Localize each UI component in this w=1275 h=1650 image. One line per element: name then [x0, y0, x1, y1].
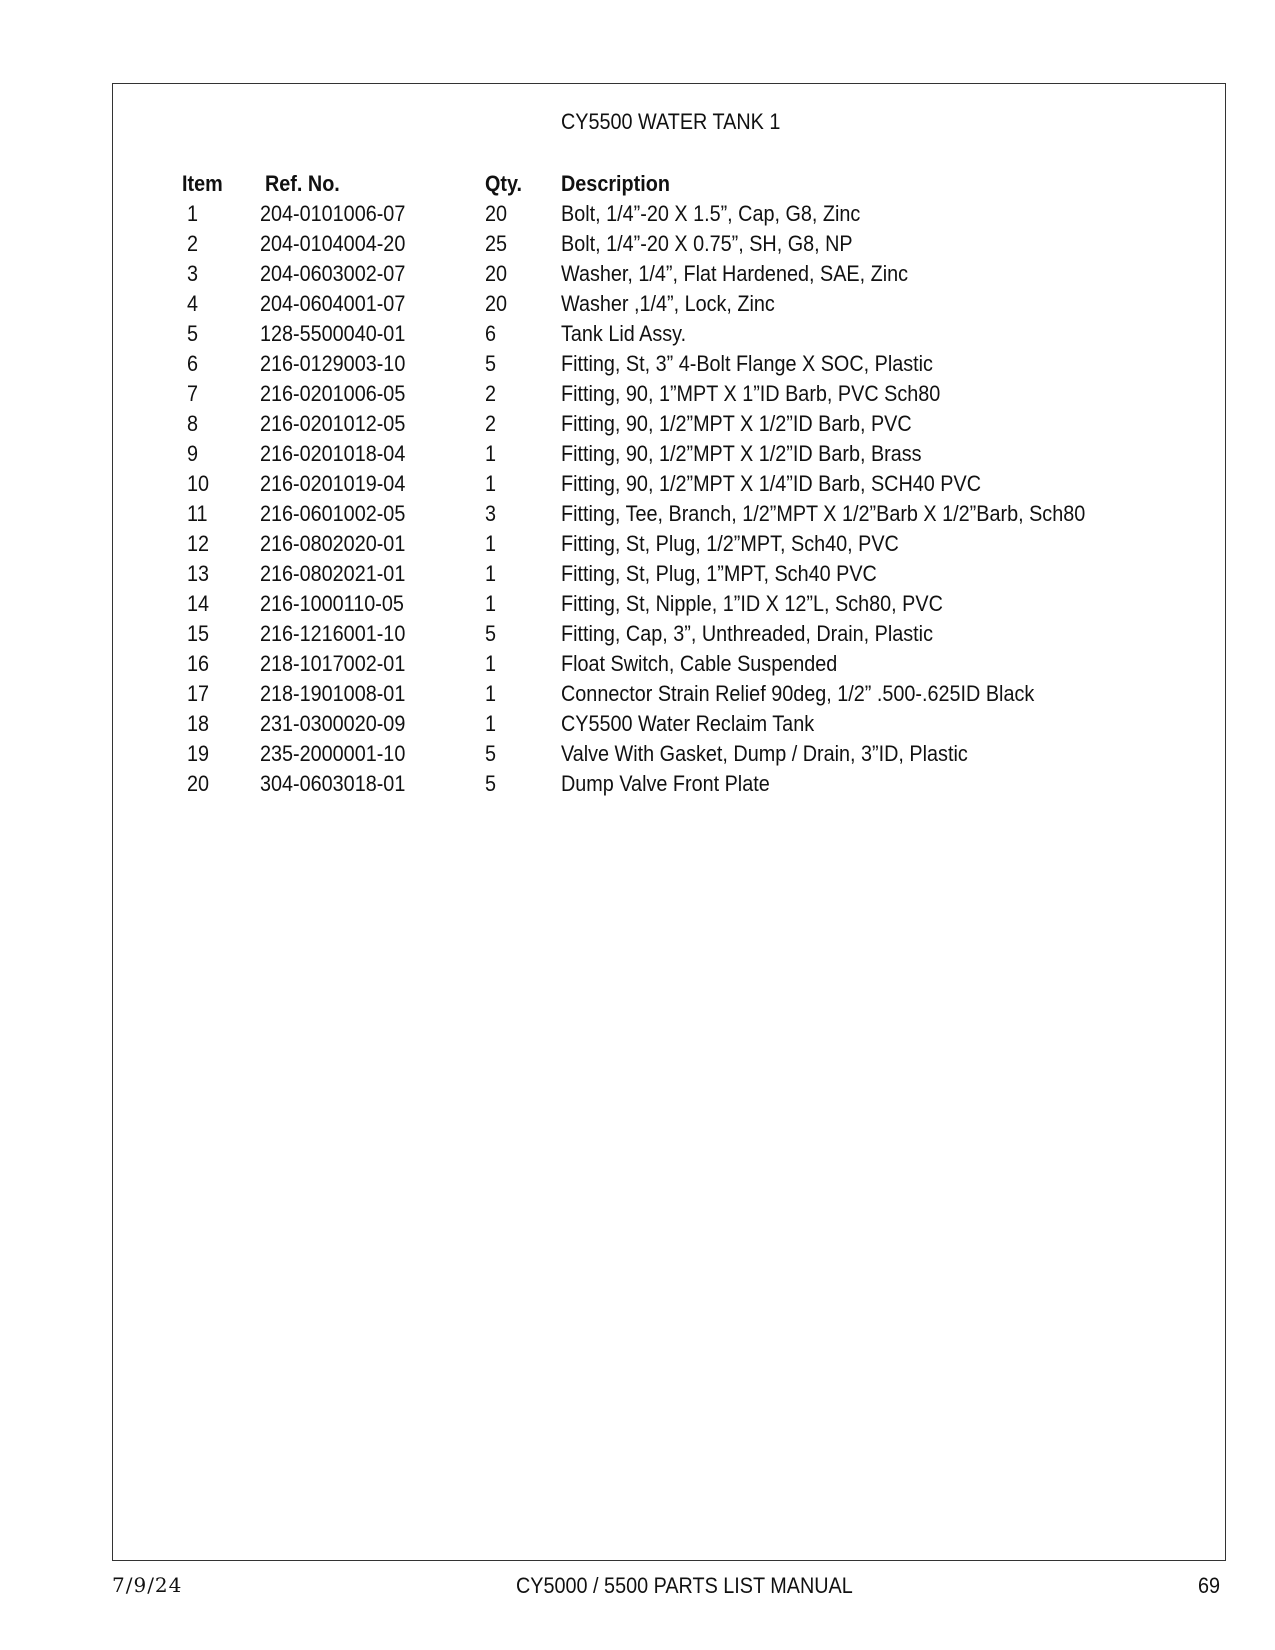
cell-ref-no: 216-0201012-05	[260, 411, 406, 436]
cell-qty: 6	[485, 321, 497, 346]
cell-description: Washer, 1/4”, Flat Hardened, SAE, Zinc	[561, 261, 909, 286]
cell-ref-no: 304-0603018-01	[260, 771, 406, 796]
cell-qty: 20	[485, 291, 508, 316]
cell-item: 13	[187, 561, 210, 586]
cell-item: 20	[187, 771, 210, 796]
cell-description: Dump Valve Front Plate	[561, 771, 770, 796]
cell-description: CY5500 Water Reclaim Tank	[561, 711, 815, 736]
cell-qty: 1	[485, 591, 497, 616]
cell-ref-no: 218-1017002-01	[260, 651, 406, 676]
cell-ref-no: 216-0201018-04	[260, 441, 406, 466]
cell-qty: 3	[485, 501, 497, 526]
cell-qty: 1	[485, 561, 497, 586]
cell-ref-no: 231-0300020-09	[260, 711, 406, 736]
cell-description: Fitting, St, Nipple, 1”ID X 12”L, Sch80, PVC	[561, 591, 943, 616]
cell-qty: 1	[485, 681, 497, 706]
cell-item: 8	[187, 411, 199, 436]
cell-item: 1	[187, 201, 199, 226]
page-number: 69	[1198, 1573, 1221, 1598]
cell-description: Washer ,1/4”, Lock, Zinc	[561, 291, 775, 316]
cell-qty: 5	[485, 771, 497, 796]
cell-qty: 5	[485, 351, 497, 376]
cell-item: 2	[187, 231, 199, 256]
cell-item: 7	[187, 381, 199, 406]
cell-qty: 1	[485, 651, 497, 676]
cell-description: Fitting, 90, 1/2”MPT X 1/2”ID Barb, Brass	[561, 441, 922, 466]
cell-description: Fitting, Cap, 3”, Unthreaded, Drain, Plastic	[561, 621, 933, 646]
column-header-qty: Qty.	[485, 171, 523, 196]
cell-ref-no: 216-0802021-01	[260, 561, 406, 586]
cell-ref-no: 218-1901008-01	[260, 681, 406, 706]
cell-ref-no: 216-0201019-04	[260, 471, 406, 496]
cell-ref-no: 128-5500040-01	[260, 321, 406, 346]
cell-description: Fitting, St, Plug, 1/2”MPT, Sch40, PVC	[561, 531, 899, 556]
cell-ref-no: 204-0104004-20	[260, 231, 406, 256]
cell-qty: 5	[485, 741, 497, 766]
cell-item: 10	[187, 471, 210, 496]
cell-qty: 2	[485, 411, 497, 436]
cell-item: 6	[187, 351, 199, 376]
cell-qty: 20	[485, 261, 508, 286]
cell-ref-no: 204-0604001-07	[260, 291, 406, 316]
cell-ref-no: 216-1216001-10	[260, 621, 406, 646]
cell-ref-no: 216-0129003-10	[260, 351, 406, 376]
cell-qty: 25	[485, 231, 508, 256]
cell-item: 9	[187, 441, 199, 466]
cell-qty: 1	[485, 441, 497, 466]
cell-description: Tank Lid Assy.	[561, 321, 687, 346]
footer-date: 7/9/24	[112, 1573, 183, 1597]
cell-qty: 1	[485, 711, 497, 736]
cell-description: Fitting, Tee, Branch, 1/2”MPT X 1/2”Barb X 1/2”Barb, Sch80	[561, 501, 1086, 526]
cell-item: 18	[187, 711, 210, 736]
cell-item: 5	[187, 321, 199, 346]
cell-ref-no: 216-1000110-05	[260, 591, 404, 616]
cell-qty: 1	[485, 471, 497, 496]
column-header-description: Description	[561, 171, 670, 196]
column-header-ref-no: Ref. No.	[265, 171, 340, 196]
cell-item: 15	[187, 621, 210, 646]
cell-description: Fitting, 90, 1/2”MPT X 1/2”ID Barb, PVC	[561, 411, 912, 436]
cell-description: Fitting, St, Plug, 1”MPT, Sch40 PVC	[561, 561, 877, 586]
cell-qty: 20	[485, 201, 508, 226]
cell-item: 3	[187, 261, 199, 286]
footer-manual-title: CY5000 / 5500 PARTS LIST MANUAL	[516, 1573, 853, 1598]
cell-ref-no: 235-2000001-10	[260, 741, 406, 766]
cell-item: 11	[187, 501, 208, 526]
cell-item: 19	[187, 741, 210, 766]
section-title: CY5500 WATER TANK 1	[561, 109, 781, 134]
cell-qty: 5	[485, 621, 497, 646]
cell-ref-no: 216-0802020-01	[260, 531, 406, 556]
cell-item: 17	[187, 681, 210, 706]
column-header-item: Item	[182, 171, 223, 196]
cell-qty: 1	[485, 531, 497, 556]
cell-description: Fitting, 90, 1/2”MPT X 1/4”ID Barb, SCH40 PVC	[561, 471, 982, 496]
cell-description: Valve With Gasket, Dump / Drain, 3”ID, Plastic	[561, 741, 968, 766]
cell-description: Bolt, 1/4”-20 X 1.5”, Cap, G8, Zinc	[561, 201, 861, 226]
cell-description: Fitting, St, 3” 4-Bolt Flange X SOC, Plastic	[561, 351, 933, 376]
cell-description: Fitting, 90, 1”MPT X 1”ID Barb, PVC Sch80	[561, 381, 941, 406]
cell-ref-no: 204-0101006-07	[260, 201, 406, 226]
cell-qty: 2	[485, 381, 497, 406]
cell-ref-no: 204-0603002-07	[260, 261, 406, 286]
cell-description: Connector Strain Relief 90deg, 1/2” .500-.625ID Black	[561, 681, 1035, 706]
cell-description: Float Switch, Cable Suspended	[561, 651, 838, 676]
cell-ref-no: 216-0601002-05	[260, 501, 406, 526]
cell-item: 16	[187, 651, 210, 676]
cell-item: 12	[187, 531, 210, 556]
cell-item: 4	[187, 291, 199, 316]
cell-ref-no: 216-0201006-05	[260, 381, 406, 406]
cell-item: 14	[187, 591, 210, 616]
cell-description: Bolt, 1/4”-20 X 0.75”, SH, G8, NP	[561, 231, 853, 256]
